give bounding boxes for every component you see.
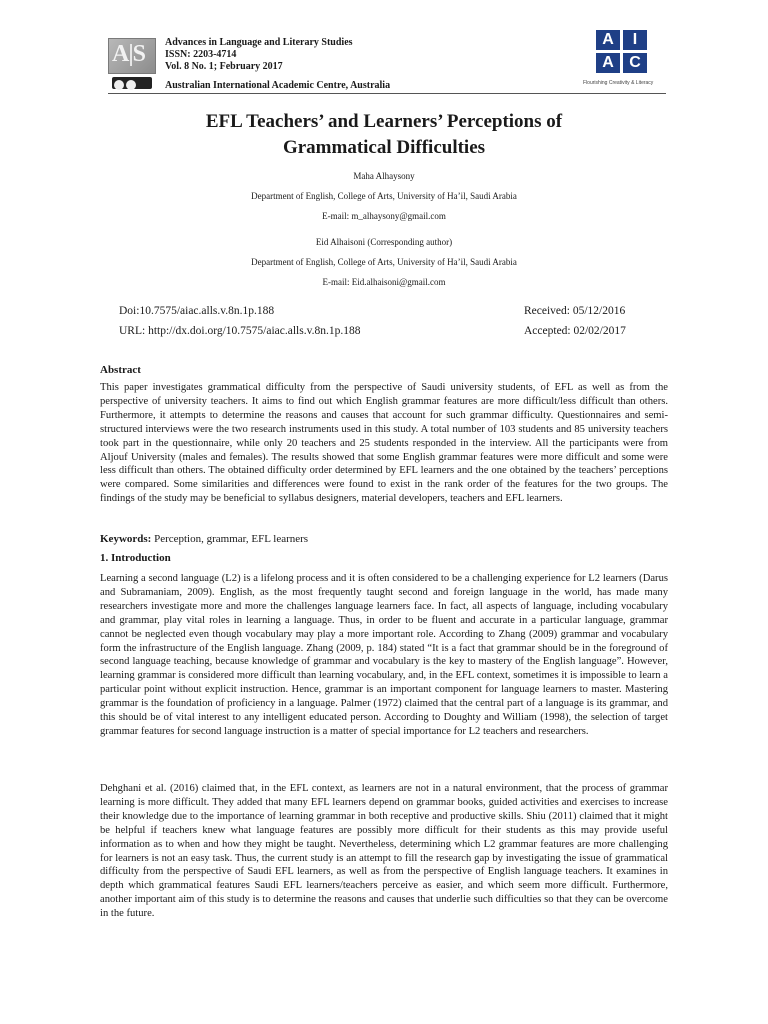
creative-commons-badge-icon xyxy=(112,77,152,89)
introduction-heading: 1. Introduction xyxy=(100,552,171,564)
paper-title-line-1: EFL Teachers’ and Learners’ Perceptions of xyxy=(205,111,563,132)
abstract-heading: Abstract xyxy=(100,364,141,376)
author-name: Maha Alhaysony xyxy=(353,171,415,181)
journal-logo-glyph: A|S xyxy=(112,41,145,67)
journal-logo xyxy=(108,38,156,74)
author-email[interactable]: E-mail: Eid.alhaisoni@gmail.com xyxy=(322,277,446,287)
aiac-logo xyxy=(596,30,649,74)
received-date: Received: 05/12/2016 xyxy=(524,305,626,317)
paper-title xyxy=(100,109,668,161)
keywords xyxy=(100,533,308,545)
journal-issn: ISSN: 2203-4714 xyxy=(165,49,237,60)
journal-institution: Australian International Academic Centre, Australia xyxy=(165,80,391,91)
journal-info xyxy=(165,37,353,73)
paper-title-line-2: Grammatical Difficulties xyxy=(282,137,486,158)
journal-name: Advances in Language and Literary Studies xyxy=(165,37,353,48)
aiac-logo-letter: A xyxy=(596,30,620,50)
aiac-tagline: Flourishing Creativity & Literacy xyxy=(583,80,654,86)
aiac-logo-letter: I xyxy=(623,30,647,50)
author-email[interactable]: E-mail: m_alhaysony@gmail.com xyxy=(322,211,446,221)
article-url[interactable]: URL: http://dx.doi.org/10.7575/aiac.alls.v.8n.1p.188 xyxy=(119,325,361,337)
keywords-label: Keywords: xyxy=(100,533,152,545)
author-affiliation: Department of English, College of Arts, University of Ha’il, Saudi Arabia xyxy=(251,257,517,267)
header-divider xyxy=(108,93,666,94)
author-name: Eid Alhaisoni (Corresponding author) xyxy=(315,237,453,247)
author-affiliation: Department of English, College of Arts, University of Ha’il, Saudi Arabia xyxy=(251,191,517,201)
doi[interactable]: Doi:10.7575/aiac.alls.v.8n.1p.188 xyxy=(119,305,275,317)
introduction-paragraph-2: Dehghani et al. (2016) claimed that, in the EFL context, as learners are not in a natural environment, that the process of grammar learning is more difficult. They added that many EFL learners depend on grammar books, guided activities and exercises to increase their knowledge due to the importance of learning grammar in both receptive and productive skills. Shiu (2011) claimed that it might be helpful if teachers knew what language features are possibly more difficult for their students as this may provide useful information as to when and how they might be taught. Nevertheless, determining which L2 grammar features are more challenging for learners is not an easy task. Thus, the current study is an attempt to fill the research gap by investigating the issue of grammatical difficulty from the perspective of Saudi EFL learners, as well as from the perspective of English language teachers. It examines in depth which grammatical features Saudi EFL learners/teachers perceive as easier, and which seem more difficult. Furthermore, another important aim of this study is to determine the reasons and causes that underlie such difficulties so that they can be overcome in the future. xyxy=(100,783,668,920)
aiac-logo-letter: A xyxy=(596,53,620,73)
author-1 xyxy=(100,170,668,222)
journal-volume: Vol. 8 No. 1; February 2017 xyxy=(165,61,283,72)
author-2 xyxy=(100,236,668,288)
introduction-paragraph-1: Learning a second language (L2) is a lifelong process and it is often considered to be a challenging experience for L2 learners (Darus and Subramaniam, 2009). English, as the most frequently taught second and foreign language in the world, has made many researchers investigate more and more the challenges language learners face. In fact, all aspects of language, including vocabulary and grammar, play vital roles in learning a language. Thus, in order to be fluent and accurate in a particular language, grammar cannot be neglected even though vocabulary may play a more important role. According to Zhang (2009) grammar and vocabulary form the infrastructure of the English language. Zhang (2009, p. 184) stated “It is a fact that grammar should be in the foreground of second language teaching, because knowledge of grammar and vocabulary is the key to mastery of the English language”. However, learning grammar is considered more difficult than learning vocabulary, and, in the EFL context, sometimes it is impossible to learn a particular point without explicit instruction. Hence, grammar is an important component for language learners to master. Mastering grammar is the foundation of proficiency in a language. Palmer (1972) claimed that the central part of a language is its grammar, and this should be of vital interest to any intelligent educated person. According to Doughty and William (1998), the selection of target grammar features for second language instruction is a matter of special importance for L2 teachers and researchers. xyxy=(100,573,668,737)
aiac-logo-letter: C xyxy=(623,53,647,73)
accepted-date: Accepted: 02/02/2017 xyxy=(524,325,626,337)
abstract-text: This paper investigates grammatical difficulty from the perspective of Saudi university students, of EFL as well as from the perspective of university teachers. It aims to find out which English grammar features are more difficult/less difficult than others. Furthermore, it attempts to determine the reasons and causes that account for such grammar difficulty. Questionnaires and semi-structured interviews were the two research instruments used in this study. A total number of 103 students and 85 university teachers took part in the questionnaire, while only 20 teachers and 25 students responded in the interview. All the participants were from Aljouf University (males and females). The results showed that some English grammar features were more difficult and some were less difficult than others. The obtained difficulty order determined by EFL learners and the one obtained by the teachers’ perceptions were compared. Some similarities and differences were found to exist in the rank order of the features for the two groups. The findings of the study may be beneficial to syllabus designers, material developers, teachers and EFL learners. xyxy=(100,382,668,505)
keywords-list: Perception, grammar, EFL learners xyxy=(154,533,309,545)
